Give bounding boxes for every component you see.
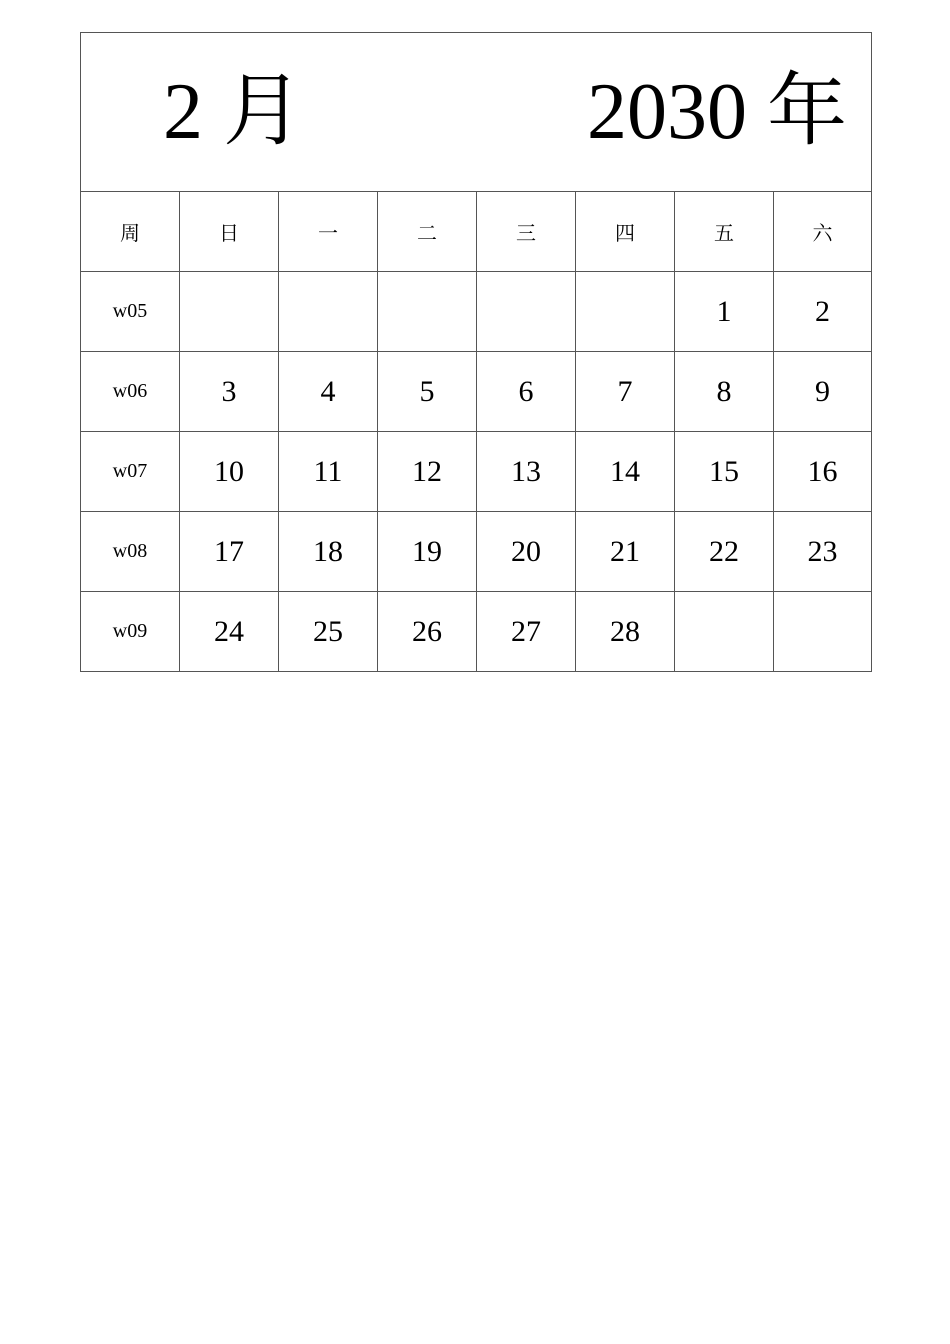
day-cell <box>477 272 576 352</box>
calendar-header <box>81 33 872 192</box>
day-cell: 26 <box>378 592 477 672</box>
day-cell: 7 <box>576 352 675 432</box>
day-cell: 3 <box>180 352 279 432</box>
weekday-header-row <box>81 192 872 272</box>
day-cell: 24 <box>180 592 279 672</box>
day-cell: 8 <box>675 352 774 432</box>
day-cell <box>378 272 477 352</box>
weekday-friday: 五 <box>675 192 774 272</box>
day-cell: 1 <box>675 272 774 352</box>
day-cell: 5 <box>378 352 477 432</box>
weekday-monday: 一 <box>279 192 378 272</box>
day-cell <box>774 592 872 672</box>
day-cell: 19 <box>378 512 477 592</box>
day-cell: 13 <box>477 432 576 512</box>
week-number: w05 <box>81 272 180 352</box>
day-cell: 9 <box>774 352 872 432</box>
day-cell: 12 <box>378 432 477 512</box>
day-cell: 23 <box>774 512 872 592</box>
weekday-saturday: 六 <box>774 192 872 272</box>
month-title: 2 月 <box>163 68 303 156</box>
day-cell: 14 <box>576 432 675 512</box>
day-cell: 18 <box>279 512 378 592</box>
day-cell: 4 <box>279 352 378 432</box>
weekday-sunday: 日 <box>180 192 279 272</box>
day-cell: 27 <box>477 592 576 672</box>
day-cell <box>576 272 675 352</box>
year-title: 2030 年 <box>587 68 847 156</box>
day-cell <box>180 272 279 352</box>
weekday-tuesday: 二 <box>378 192 477 272</box>
week-row <box>81 432 872 512</box>
day-cell: 22 <box>675 512 774 592</box>
day-cell: 10 <box>180 432 279 512</box>
day-cell <box>675 592 774 672</box>
day-cell: 2 <box>774 272 872 352</box>
week-row <box>81 272 872 352</box>
week-number: w07 <box>81 432 180 512</box>
weekday-wednesday: 三 <box>477 192 576 272</box>
day-cell: 25 <box>279 592 378 672</box>
week-row <box>81 352 872 432</box>
week-row <box>81 512 872 592</box>
day-cell: 21 <box>576 512 675 592</box>
day-cell: 11 <box>279 432 378 512</box>
calendar-table <box>80 32 872 672</box>
day-cell: 28 <box>576 592 675 672</box>
day-cell <box>279 272 378 352</box>
day-cell: 20 <box>477 512 576 592</box>
week-number: w08 <box>81 512 180 592</box>
day-cell: 16 <box>774 432 872 512</box>
day-cell: 6 <box>477 352 576 432</box>
calendar-header-row <box>81 33 872 192</box>
day-cell: 17 <box>180 512 279 592</box>
week-row <box>81 592 872 672</box>
week-number: w06 <box>81 352 180 432</box>
day-cell: 15 <box>675 432 774 512</box>
week-column-header: 周 <box>81 192 180 272</box>
week-number: w09 <box>81 592 180 672</box>
weekday-thursday: 四 <box>576 192 675 272</box>
